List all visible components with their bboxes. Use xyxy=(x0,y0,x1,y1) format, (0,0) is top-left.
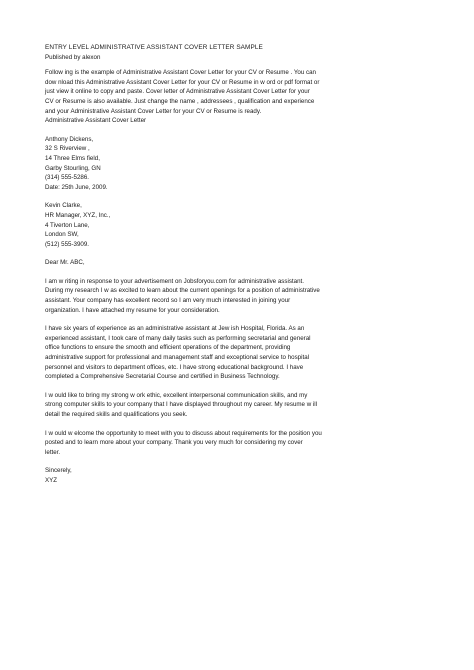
sender-line: 32 S Riverview , xyxy=(45,145,90,153)
sender-line: (314) 555-5286. xyxy=(45,174,90,182)
paragraph-line: experienced assistant, I took care of many daily tasks such as performing secretarial and general xyxy=(45,334,311,342)
recipient-line: Kevin Clarke, xyxy=(45,202,82,210)
cover-letter-body xyxy=(45,43,337,486)
paragraph-line: posted and to learn more about your company. Thank you very much for considering my cover xyxy=(45,439,303,447)
recipient-address xyxy=(45,201,337,249)
paragraph-line: personnel and visitors to department offices, etc. I have strong educational background. I have xyxy=(45,363,304,371)
recipient-line: 4 Tiverton Lane, xyxy=(45,221,90,229)
sender-line: 14 Three Elms field, xyxy=(45,154,100,162)
intro-line: Follow ing is the example of Administrative Assistant Cover Letter for your CV or Resume . You can xyxy=(45,69,316,77)
paragraph-skills xyxy=(45,391,337,420)
closing: Sincerely, xyxy=(45,467,72,475)
intro-line: just view it online to copy and paste. Cover letter of Administrative Assistant Cover Letter for your xyxy=(45,88,310,96)
intro-line: CV or Resume is also available. Just change the name , addressees , qualification and experience xyxy=(45,97,315,105)
sender-address xyxy=(45,135,337,193)
intro-line: and your Administrative Assistant Cover Letter for your CV or Resume is ready. xyxy=(45,107,262,115)
paragraph-line: administrative support for professional and management staff and exceptional service to hospital xyxy=(45,354,310,362)
published-by: Published by alexon xyxy=(45,53,101,61)
salutation: Dear Mr. ABC, xyxy=(45,259,85,267)
paragraph-line: detail the required skills and qualifications you seek. xyxy=(45,411,188,418)
paragraph-line: I w ould w elcome the opportunity to meet with you to discuss about requirements for the position you xyxy=(45,429,322,437)
paragraph-line: I have six years of experience as an administrative assistant at Jew ish Hospital, Florida. As an xyxy=(45,325,305,333)
intro-line: Administrative Assistant Cover Letter xyxy=(45,117,147,125)
paragraph-line: office functions to ensure the smooth and efficient operations of the department, providing xyxy=(45,344,291,352)
sender-line: Garby Stourling, GN xyxy=(45,164,101,172)
recipient-line: HR Manager, XYZ, Inc., xyxy=(45,211,111,219)
intro-line: dow nload this Administrative Assistant Cover Letter for your CV or Resume in w ord or pdf format or xyxy=(45,78,320,86)
recipient-line: London SW, xyxy=(45,231,79,239)
intro-paragraph xyxy=(45,68,337,126)
paragraph-line: strong computer skills to your company that I have displayed throughout my career. My resume w ill xyxy=(45,401,318,409)
paragraph-line: I am w riting in response to your advertisement on Jobsforyou.com for administrative assistant. xyxy=(45,277,304,285)
sender-line: Anthony Dickens, xyxy=(45,135,94,143)
paragraph-line: completed a Comprehensive Secretarial Course and certified in Business Technology. xyxy=(45,373,280,381)
paragraph-line: I w ould like to bring my strong w ork ethic, excellent interpersonal communication skills, and my xyxy=(45,391,308,399)
signature: XYZ xyxy=(45,476,58,484)
paragraph-experience xyxy=(45,324,337,382)
sender-date: Date: 25th June, 2009. xyxy=(45,183,108,191)
paragraph-line: organization. I have attached my resume for your consideration. xyxy=(45,306,220,314)
recipient-line: (512) 555-3909. xyxy=(45,240,90,248)
paragraph-line: During my research I w as excited to learn about the current openings for a position of administrative xyxy=(45,287,320,295)
paragraph-application xyxy=(45,277,337,315)
document-title: ENTRY LEVEL ADMINISTRATIVE ASSISTANT COVER LETTER SAMPLE xyxy=(45,44,263,51)
paragraph-line: letter. xyxy=(45,448,61,456)
paragraph-line: assistant. Your company has excellent record so I am very much interested in joining your xyxy=(45,297,291,305)
paragraph-closing xyxy=(45,429,337,458)
